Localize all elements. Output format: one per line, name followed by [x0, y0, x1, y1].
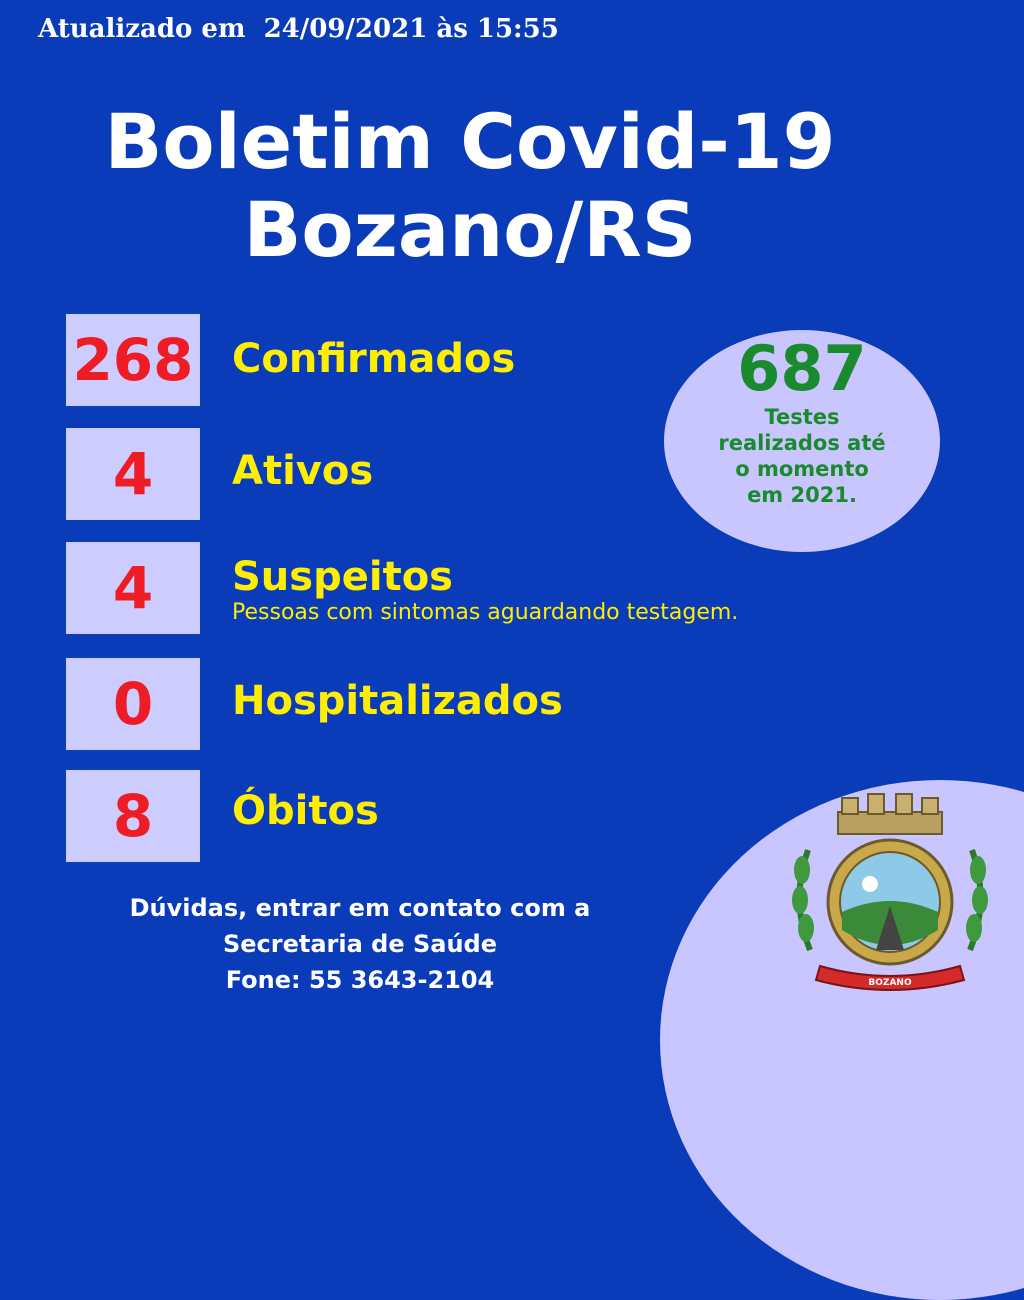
tests-circle	[664, 330, 940, 552]
page-title: Boletim Covid-19	[104, 97, 836, 186]
contact-line: Secretaria de Saúde	[222, 930, 498, 958]
confirmed-label: Confirmados	[232, 336, 516, 382]
tests-caption-line: realizados até	[718, 431, 886, 455]
updated-timestamp: Atualizado em 24/09/2021 às 15:55	[38, 14, 559, 44]
tests-caption-line: o momento	[735, 457, 869, 481]
suspected-count: 4	[66, 542, 200, 634]
tests-caption-line: em 2021.	[747, 483, 857, 507]
active-label: Ativos	[232, 448, 374, 494]
tests-count: 687	[737, 332, 867, 405]
hospitalized-count: 0	[66, 658, 200, 750]
hospitalized-label: Hospitalizados	[232, 678, 563, 724]
suspected-description: Pessoas com sintomas aguardando testagem.	[232, 600, 739, 625]
deaths-label: Óbitos	[232, 788, 379, 834]
tests-caption	[694, 404, 910, 508]
confirmed-count: 268	[66, 314, 200, 406]
deaths-count: 8	[66, 770, 200, 862]
page-subtitle: Bozano/RS	[243, 185, 697, 274]
municipal-coat-of-arms-icon	[780, 790, 1000, 1000]
tests-caption-line: Testes	[764, 405, 840, 429]
active-count: 4	[66, 428, 200, 520]
suspected-label: Suspeitos	[232, 554, 453, 600]
seal-banner-text: BOZANO	[868, 978, 912, 988]
contact-line: Dúvidas, entrar em contato com a	[129, 894, 591, 922]
contact-phone: Fone: 55 3643-2104	[225, 966, 495, 994]
